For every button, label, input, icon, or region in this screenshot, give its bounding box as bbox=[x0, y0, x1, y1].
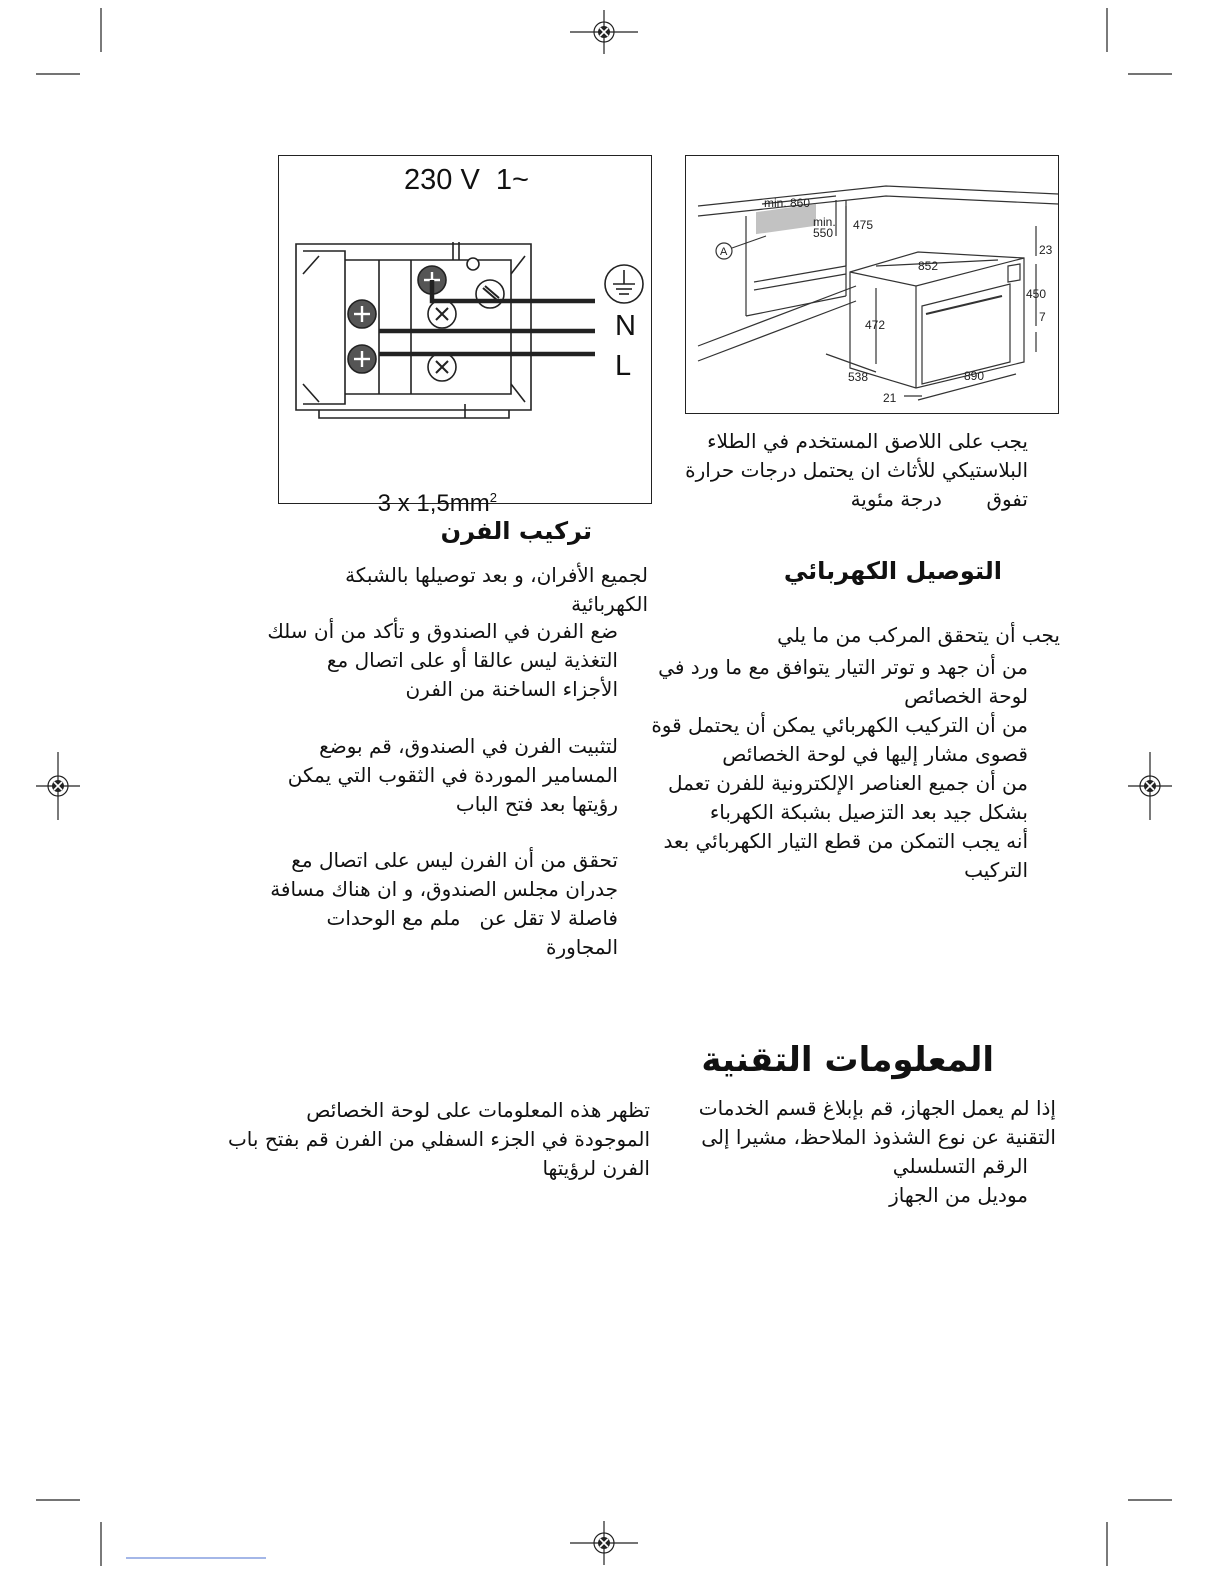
installation-intro bbox=[288, 561, 648, 619]
tech-line: التقنية عن نوع الشذوذ الملاحظ، مشيرا إلى bbox=[701, 1125, 1056, 1149]
checklist-line: التركيب bbox=[964, 858, 1028, 882]
terminal-block-drawing bbox=[279, 156, 651, 503]
checklist-line: قصوى مشار إليها في لوحة الخصائص bbox=[722, 742, 1028, 766]
tech-line: موديل من الجهاز bbox=[889, 1183, 1028, 1207]
dim-852: 852 bbox=[918, 259, 939, 273]
step-line: تحقق من أن الفرن ليس على اتصال مع bbox=[291, 848, 618, 872]
step-line: ضع الفرن في الصندوق و تأكد من أن سلك bbox=[267, 619, 618, 643]
step-line: رؤيتها بعد فتح الباب bbox=[455, 792, 618, 816]
tech-line: تظهر هذه المعلومات على لوحة الخصائص bbox=[306, 1098, 650, 1122]
installation-step-3 bbox=[270, 846, 618, 962]
step-line: جدران مجلس الصندوق، و ان هناك مسافة bbox=[270, 877, 618, 901]
oven-installation-title: تركيب الفرن bbox=[440, 517, 592, 545]
electrical-checklist bbox=[651, 653, 1028, 885]
dim-450: 450 bbox=[1026, 287, 1047, 301]
dim-min-label: min. bbox=[813, 215, 836, 229]
checklist-line: من أن جهد و توتر التيار يتوافق مع ما ورد في bbox=[658, 655, 1028, 679]
tech-line: الفرن لرؤيتها bbox=[542, 1156, 650, 1180]
dim-472: 472 bbox=[865, 318, 886, 332]
neutral-label: N bbox=[615, 310, 636, 342]
installation-diagram bbox=[685, 155, 1059, 414]
live-label: L bbox=[615, 350, 632, 382]
technical-info-left bbox=[227, 1096, 650, 1183]
dim-538: 538 bbox=[848, 370, 869, 384]
cable-spec-text: 3 x 1,5mm bbox=[377, 490, 490, 517]
tech-line: الموجودة في الجزء السفلي من الفرن قم بفتح باب bbox=[227, 1127, 650, 1151]
dim-7: 7 bbox=[1039, 310, 1046, 324]
electrical-intro: يجب أن يتحقق المركب من ما يلي bbox=[777, 623, 1060, 647]
adhesive-caption bbox=[668, 427, 1028, 514]
step-line: لتثبيت الفرن في الصندوق، قم بوضع bbox=[319, 734, 618, 758]
voltage-label: 230 V 1~ bbox=[404, 164, 529, 196]
caption-line: تفوق درجة مئوية bbox=[850, 487, 1028, 511]
checklist-line: أنه يجب التمكن من قطع التيار الكهربائي بعد bbox=[663, 829, 1028, 853]
dim-min-860: min. 860 bbox=[764, 196, 811, 210]
checklist-line: بشكل جيد بعد التزصيل بشبكة الكهرباء bbox=[709, 800, 1028, 824]
checklist-line: من أن التركيب الكهربائي يمكن أن يحتمل قوة bbox=[651, 713, 1028, 737]
installation-step-2 bbox=[288, 732, 618, 819]
step-line: التغذية ليس عالقا أو على اتصال مع bbox=[326, 648, 618, 672]
checklist-line: من أن جميع العناصر الإلكترونية للفرن تعمل bbox=[667, 771, 1028, 795]
cable-spec-sup: 2 bbox=[489, 490, 497, 505]
dim-550: 550 bbox=[813, 226, 834, 240]
tech-line: الرقم التسلسلي bbox=[892, 1154, 1028, 1178]
checklist-line: لوحة الخصائص bbox=[904, 684, 1028, 708]
caption-line: البلاستيكي للأثاث ان يحتمل درجات حرارة bbox=[685, 458, 1028, 482]
step-line: فاصلة لا تقل عن ملم مع الوحدات bbox=[326, 906, 618, 930]
dim-21: 21 bbox=[883, 391, 897, 405]
dim-23: 23 bbox=[1039, 243, 1053, 257]
electrical-connection-title: التوصيل الكهربائي bbox=[783, 557, 1002, 585]
step-line: المسامير الموردة في الثقوب التي يمكن bbox=[287, 763, 618, 787]
callout-a: A bbox=[720, 246, 728, 258]
earth-icon bbox=[605, 265, 643, 303]
technical-info-right bbox=[656, 1094, 1056, 1210]
installation-step-1 bbox=[267, 617, 618, 704]
intro-line: الكهربائية bbox=[571, 592, 648, 616]
intro-line: لجميع الأفران، و بعد توصيلها بالشبكة bbox=[345, 563, 648, 587]
dim-890: 890 bbox=[964, 369, 985, 383]
step-line: المجاورة bbox=[545, 935, 618, 959]
dimension-labels bbox=[686, 156, 1058, 413]
caption-line: يجب على اللاصق المستخدم في الطلاء bbox=[707, 429, 1028, 453]
step-line: الأجزاء الساخنة من الفرن bbox=[405, 677, 618, 701]
tech-line: إذا لم يعمل الجهاز، قم بإبلاغ قسم الخدمات bbox=[698, 1096, 1056, 1120]
dim-475: 475 bbox=[853, 218, 874, 232]
technical-info-title: المعلومات التقنية bbox=[701, 1040, 994, 1080]
wiring-diagram bbox=[278, 155, 652, 517]
